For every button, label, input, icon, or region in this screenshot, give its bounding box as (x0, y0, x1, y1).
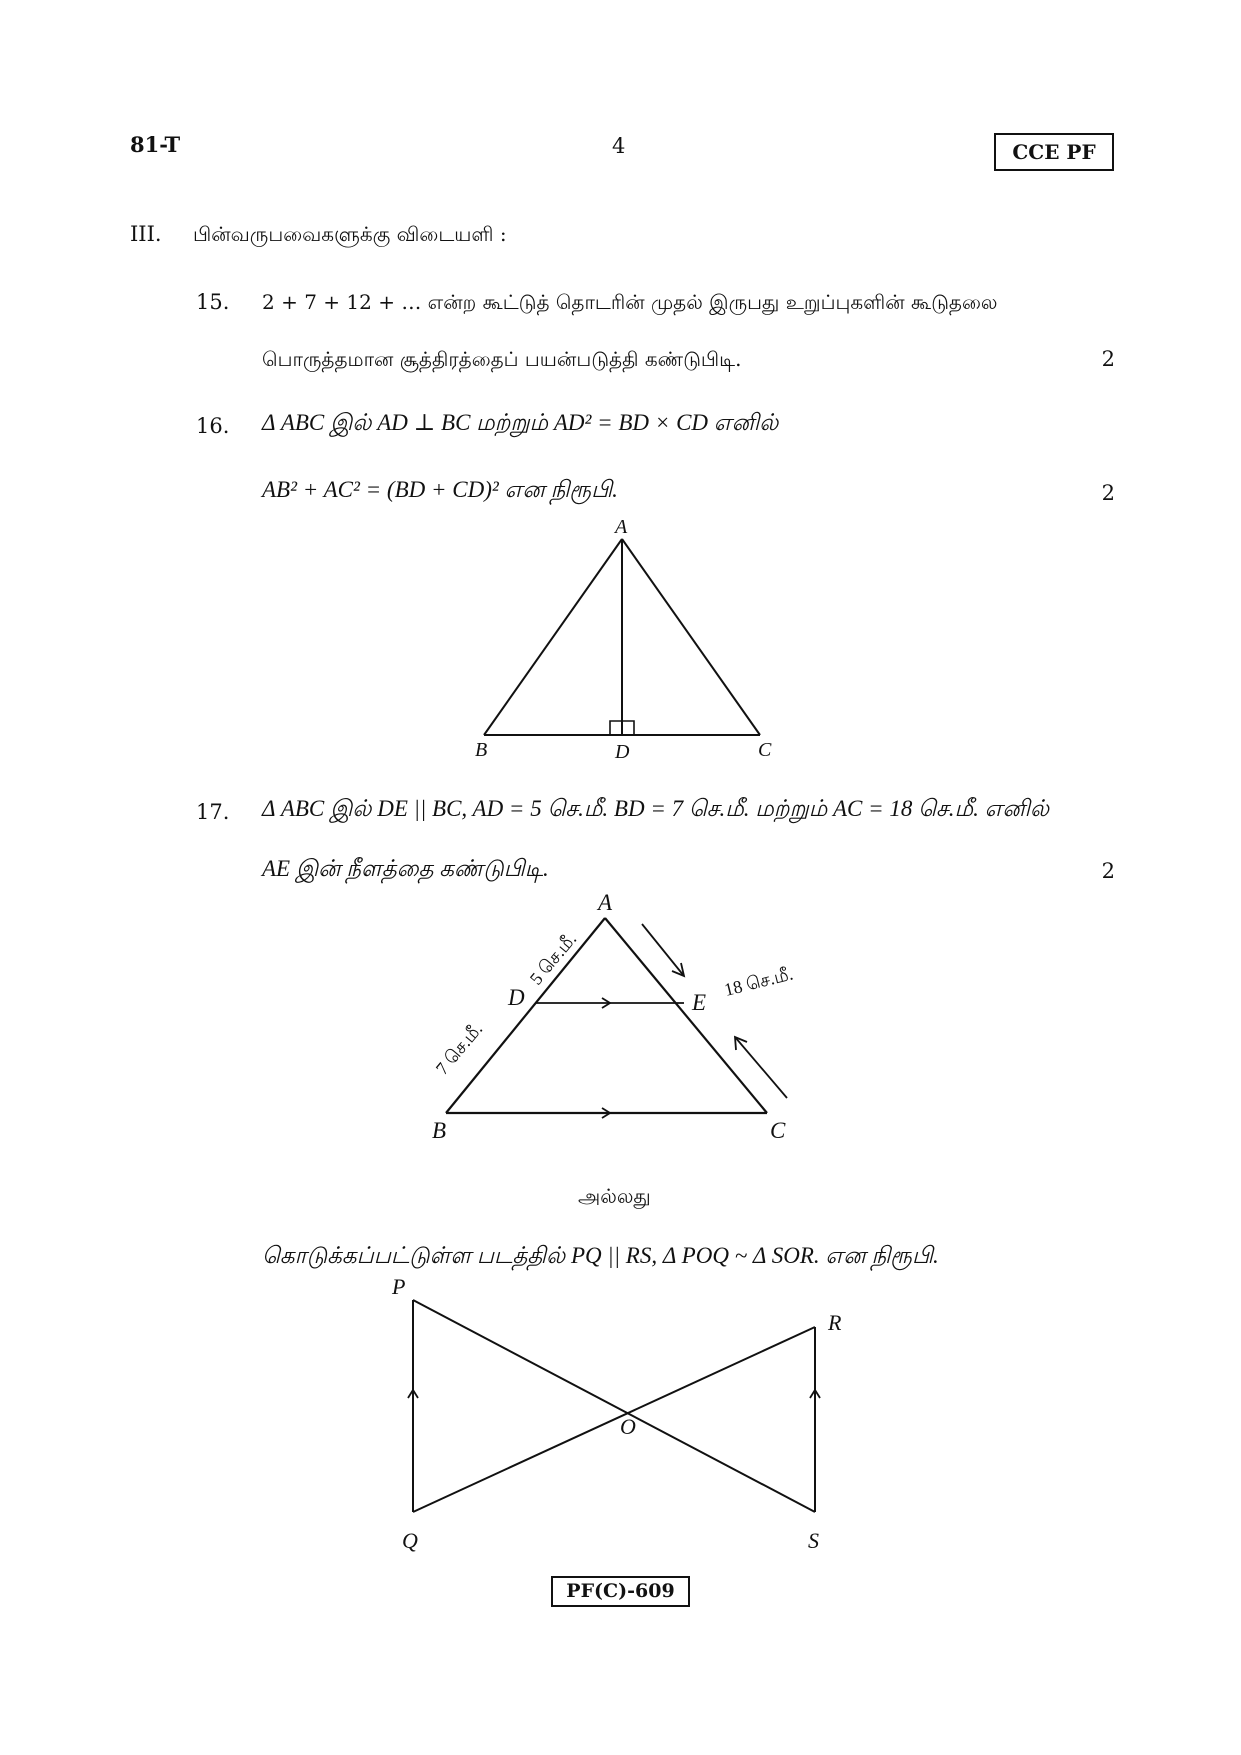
q17-marks: 2 (1101, 859, 1115, 883)
q16-triangle-figure (440, 515, 800, 765)
label-ac-length: 18 செ.மீ. (722, 963, 795, 1000)
label-b: B (432, 1118, 447, 1143)
arrow-ce (735, 1037, 787, 1098)
label-a: A (598, 890, 613, 915)
q15-line2: பொருத்தமான சூத்திரத்தைப் பயன்படுத்தி கண்டுபிடி. (262, 347, 742, 371)
label-c: C (770, 1118, 786, 1143)
side-ac (622, 539, 760, 735)
section-instruction: பின்வருபவைகளுக்கு விடையளி : (193, 222, 507, 246)
label-d: D (615, 741, 630, 763)
q17-line1: Δ ABC இல் DE || BC, AD = 5 செ.மீ. BD = 7 செ.மீ. மற்றும் AC = 18 செ.மீ. எனில் (262, 796, 1050, 821)
side-ab (446, 918, 605, 1113)
q16-line1: Δ ABC இல் AD ⊥ BC மற்றும் AD² = BD × CD எனில் (262, 410, 779, 435)
q17-line2: AE இன் நீளத்தை கண்டுபிடி. (262, 856, 549, 881)
q17-number: 17. (196, 800, 230, 824)
label-bd-length: 7 செ.மீ. (431, 1018, 487, 1079)
label-d: D (508, 985, 525, 1010)
q17-triangle-figure (420, 880, 840, 1150)
label-b: B (475, 739, 488, 761)
q16-marks: 2 (1101, 481, 1115, 505)
q16-number: 16. (196, 414, 230, 438)
label-c: C (758, 739, 772, 761)
q15-number: 15. (196, 290, 230, 314)
section-number: III. (130, 222, 162, 246)
series-box: CCE PF (994, 133, 1114, 171)
q15-line1: 2 + 7 + 12 + … என்ற கூட்டுத் தொடரின் முதல் இருபது உறுப்புகளின் கூடுதலை (262, 290, 998, 314)
label-a: A (615, 516, 628, 538)
label-e: E (692, 990, 707, 1015)
label-s: S (808, 1528, 819, 1553)
arrow-ae (642, 924, 684, 976)
side-ab (484, 539, 622, 735)
q17-alt-line: கொடுக்கப்பட்டுள்ள படத்தில் PQ || RS, Δ POQ ~ Δ SOR. என நிரூபி. (262, 1243, 939, 1268)
label-o: O (620, 1414, 636, 1439)
q17-bowtie-figure (380, 1270, 880, 1560)
q16-line2: AB² + AC² = (BD + CD)² என நிரூபி. (262, 477, 618, 502)
page-number: 4 (612, 134, 626, 158)
label-q: Q (402, 1528, 418, 1553)
or-text: அல்லது (578, 1184, 651, 1208)
label-ad-length: 5 செ.மீ. (525, 928, 581, 989)
side-ac (605, 918, 767, 1113)
segment-ps (413, 1300, 815, 1512)
q15-marks: 2 (1101, 347, 1115, 371)
label-p: P (392, 1274, 406, 1299)
footer-code-box: PF(C)-609 (551, 1576, 690, 1607)
paper-code: 81-T (130, 132, 181, 157)
segment-qr (413, 1327, 815, 1512)
label-r: R (828, 1310, 842, 1335)
